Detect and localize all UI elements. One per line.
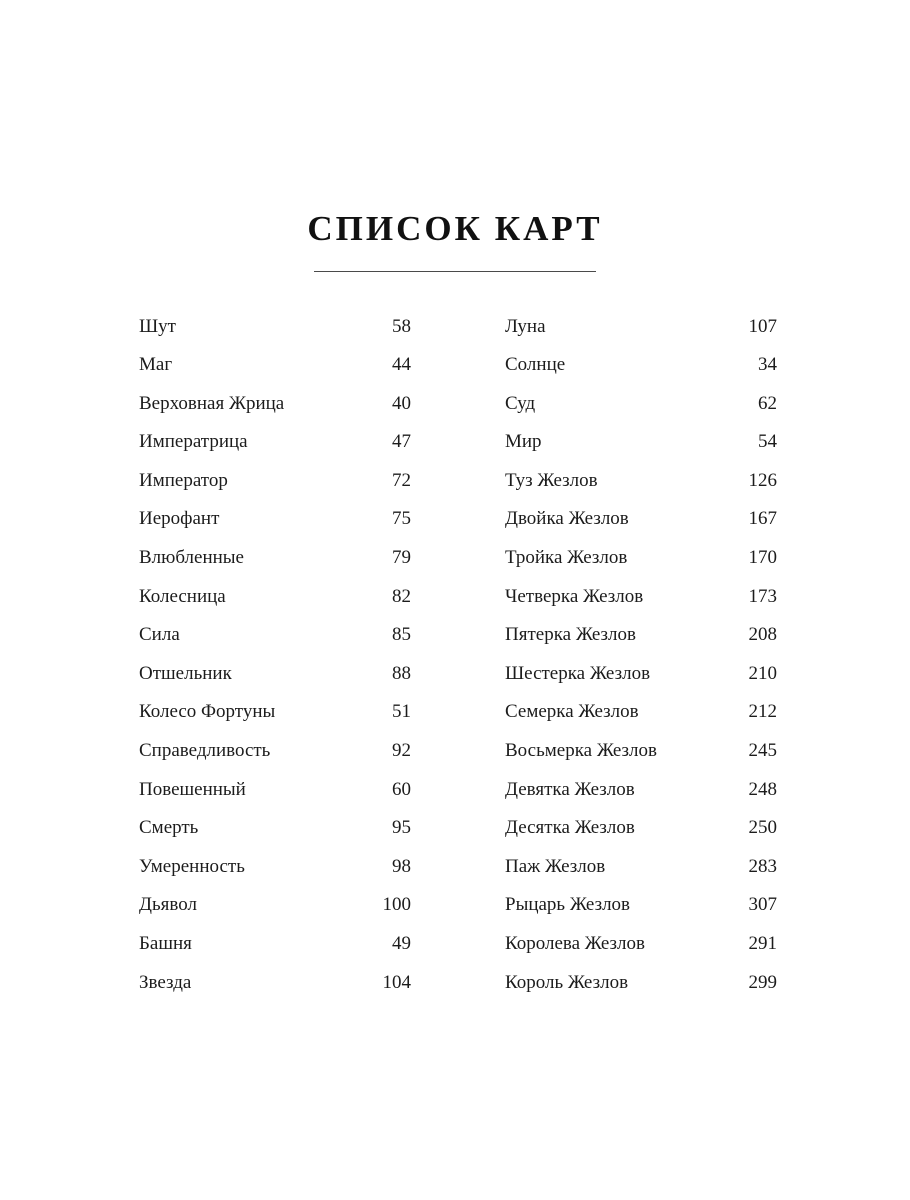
toc-entry-name: Шестерка Жезлов	[505, 662, 651, 684]
toc-entry-name: Паж Жезлов	[505, 855, 606, 877]
toc-entry-name: Император	[139, 469, 228, 491]
toc-entry-name: Суд	[505, 392, 536, 414]
title-divider	[314, 271, 596, 272]
toc-entry-name: Тройка Жезлов	[505, 547, 628, 569]
toc-entry-name: Отшельник	[139, 662, 232, 684]
toc-entry[interactable]	[505, 856, 777, 895]
toc-entry-page-number: 75	[392, 508, 411, 530]
toc-entry[interactable]	[139, 624, 411, 663]
toc-entry-page-number: 58	[392, 315, 411, 337]
toc-entry[interactable]	[505, 354, 777, 393]
toc-entry-page-number: 126	[748, 469, 777, 491]
toc-entry-page-number: 299	[748, 971, 777, 993]
toc-entry-page-number: 79	[392, 547, 411, 569]
toc-entry-page-number: 104	[382, 971, 411, 993]
toc-column-left	[125, 316, 425, 1011]
toc-entry[interactable]	[505, 624, 777, 663]
toc-entry-page-number: 170	[748, 547, 777, 569]
toc-entry[interactable]	[139, 470, 411, 509]
toc-entry[interactable]	[505, 817, 777, 856]
toc-entry-page-number: 62	[758, 392, 777, 414]
toc-entry[interactable]	[505, 740, 777, 779]
toc-entry-page-number: 60	[392, 778, 411, 800]
toc-entry[interactable]	[505, 547, 777, 586]
toc-entry[interactable]	[505, 701, 777, 740]
toc-entry[interactable]	[505, 431, 777, 470]
toc-entry[interactable]	[139, 316, 411, 355]
toc-entry[interactable]	[139, 817, 411, 856]
toc-entry[interactable]	[505, 972, 777, 1011]
toc-entry[interactable]	[139, 894, 411, 933]
toc-entry-page-number: 49	[392, 933, 411, 954]
toc-entry-name: Четверка Жезлов	[505, 585, 644, 607]
toc-entry[interactable]	[139, 431, 411, 470]
toc-entry[interactable]	[139, 972, 411, 1011]
toc-entry-name: Маг	[139, 354, 173, 376]
toc-entry-page-number: 47	[392, 431, 411, 453]
toc-entry-page-number: 167	[748, 508, 777, 530]
toc-entry-page-number: 250	[748, 817, 777, 839]
toc-entry-page-number: 283	[748, 855, 777, 877]
toc-entry-name: Туз Жезлов	[505, 469, 598, 491]
toc-entry[interactable]	[139, 393, 411, 432]
toc-entry-name: Семерка Жезлов	[505, 701, 639, 723]
toc-entry[interactable]	[505, 663, 777, 702]
table-of-contents	[0, 316, 910, 1011]
title-block	[0, 0, 910, 272]
toc-entry-page-number: 210	[748, 662, 777, 684]
toc-entry-name: Иерофант	[139, 508, 220, 530]
toc-entry-name: Звезда	[139, 971, 192, 993]
toc-entry-page-number: 34	[758, 354, 777, 376]
toc-entry-page-number: 54	[758, 431, 777, 453]
toc-entry-name: Верховная Жрица	[139, 392, 285, 414]
toc-entry-name: Шут	[139, 315, 176, 337]
toc-entry-page-number: 208	[748, 624, 777, 646]
toc-entry-name: Король Жезлов	[505, 971, 629, 993]
toc-entry-page-number: 72	[392, 469, 411, 491]
toc-entry-name: Луна	[505, 315, 546, 337]
toc-entry-name: Мир	[505, 431, 542, 453]
toc-entry-name: Справедливость	[139, 740, 271, 762]
toc-entry[interactable]	[505, 586, 777, 625]
toc-entry[interactable]	[505, 894, 777, 933]
toc-entry-page-number: 92	[392, 740, 411, 762]
toc-entry[interactable]	[139, 586, 411, 625]
toc-entry-name: Башня	[139, 933, 192, 954]
toc-entry-name: Повешенный	[139, 778, 246, 800]
toc-entry-page-number: 44	[392, 354, 411, 376]
toc-entry[interactable]	[139, 354, 411, 393]
toc-entry-name: Солнце	[505, 354, 566, 376]
toc-entry[interactable]	[139, 740, 411, 779]
toc-entry-name: Королева Жезлов	[505, 933, 645, 954]
toc-entry-name: Сила	[139, 624, 180, 646]
toc-entry[interactable]	[139, 663, 411, 702]
toc-entry-page-number: 245	[748, 740, 777, 762]
toc-entry-page-number: 107	[748, 315, 777, 337]
toc-entry[interactable]	[139, 856, 411, 895]
toc-entry[interactable]	[139, 933, 411, 972]
toc-entry-name: Рыцарь Жезлов	[505, 894, 631, 916]
toc-entry-page-number: 291	[748, 933, 777, 954]
toc-entry-name: Дьявол	[139, 894, 197, 916]
toc-entry-page-number: 82	[392, 585, 411, 607]
toc-entry-page-number: 212	[748, 701, 777, 723]
toc-column-right	[491, 316, 791, 1011]
toc-entry-name: Колесо Фортуны	[139, 701, 276, 723]
toc-entry-name: Двойка Жезлов	[505, 508, 629, 530]
toc-entry[interactable]	[505, 393, 777, 432]
toc-entry-name: Девятка Жезлов	[505, 778, 635, 800]
toc-entry[interactable]	[139, 701, 411, 740]
toc-entry[interactable]	[139, 547, 411, 586]
toc-entry-page-number: 85	[392, 624, 411, 646]
toc-entry-name: Умеренность	[139, 855, 245, 877]
toc-entry[interactable]	[505, 316, 777, 355]
toc-entry[interactable]	[505, 470, 777, 509]
toc-entry[interactable]	[505, 508, 777, 547]
toc-entry[interactable]	[139, 779, 411, 818]
toc-entry-page-number: 51	[392, 701, 411, 723]
toc-entry-name: Пятерка Жезлов	[505, 624, 637, 646]
toc-entry-page-number: 173	[748, 585, 777, 607]
toc-entry[interactable]	[505, 933, 777, 972]
toc-entry-name: Восьмерка Жезлов	[505, 740, 658, 762]
toc-entry-name: Влюбленные	[139, 547, 244, 569]
toc-entry[interactable]	[505, 779, 777, 818]
toc-entry-page-number: 98	[392, 855, 411, 877]
toc-entry-page-number: 40	[392, 392, 411, 414]
toc-entry[interactable]	[139, 508, 411, 547]
toc-entry-name: Колесница	[139, 585, 226, 607]
toc-entry-page-number: 248	[748, 778, 777, 800]
toc-entry-name: Смерть	[139, 817, 199, 839]
toc-entry-name: Императрица	[139, 431, 248, 453]
toc-entry-page-number: 88	[392, 662, 411, 684]
toc-entry-page-number: 307	[748, 894, 777, 916]
toc-entry-page-number: 100	[382, 894, 411, 916]
toc-entry-name: Десятка Жезлов	[505, 817, 635, 839]
page-title: СПИСОК КАРТ	[307, 209, 603, 248]
toc-entry-page-number: 95	[392, 817, 411, 839]
